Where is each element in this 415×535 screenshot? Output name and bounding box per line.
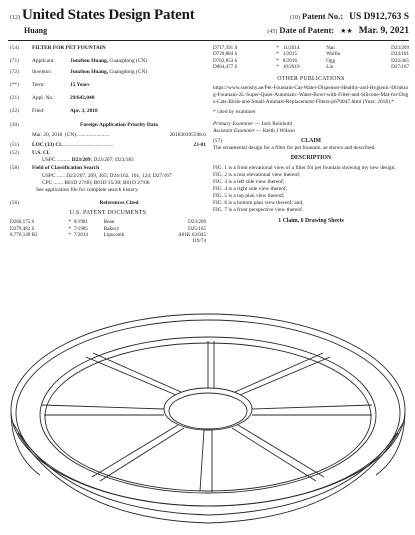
spoke-upper-left bbox=[86, 353, 181, 395]
reference-row: 8,770,148 B2 * 7/2014 Lipscomb A01K 63/045 bbox=[10, 231, 206, 238]
right-references-table bbox=[213, 45, 409, 71]
patent-number: US D912,763 S bbox=[349, 12, 409, 22]
spoke-upper-right bbox=[235, 353, 330, 395]
other-publications-heading: OTHER PUBLICATIONS bbox=[277, 75, 345, 82]
application-number: 29/643,040 bbox=[70, 95, 95, 102]
claims-count: 1 Claim, 6 Drawing Sheets bbox=[278, 218, 344, 225]
claim-text: The ornamental design for a filter for pet fountain, as shown and described. bbox=[213, 145, 376, 152]
us-docs-continued: 119/74 bbox=[192, 238, 206, 245]
cited-note: * cited by examiner bbox=[213, 109, 256, 115]
rim-bottom-edge-2 bbox=[18, 433, 398, 523]
design-title: FILTER FOR PET FOUNTAIN bbox=[32, 45, 106, 51]
reference-row: D260,175 S * 8/1981 Bean D23/209 bbox=[10, 219, 206, 226]
rim-bottom-edge bbox=[13, 423, 403, 515]
priority-heading: Foreign Application Priority Data bbox=[80, 121, 158, 128]
primary-examiner-name: — Jack Reinhold bbox=[254, 121, 293, 128]
code-45: (45) bbox=[267, 29, 278, 35]
priority-row: Mar. 20, 2018 (CN) ......................... 201830105598.6 bbox=[32, 131, 206, 138]
reference-row: D717,391 S * 11/2014 Nan D23/209 bbox=[213, 45, 409, 51]
us-references-table bbox=[10, 219, 206, 238]
reference-row: D279,482 S * 7/1985 Rakocy D25/165 bbox=[10, 225, 206, 232]
figure-descriptions bbox=[213, 165, 409, 215]
field-21: (21) Appl. No.: 29/643,040 bbox=[10, 95, 206, 102]
field-51: (51) LOC (13) Cl. ...................................... 23-01 bbox=[10, 142, 206, 149]
loc-class: 23-01 bbox=[193, 142, 206, 149]
field-22: (22) Filed: Apr. 3, 2018 bbox=[10, 108, 206, 115]
inventor-short: Huang bbox=[24, 26, 48, 35]
description-heading: DESCRIPTION bbox=[290, 155, 332, 162]
field-54: (54) FILTER FOR PET FOUNTAIN bbox=[10, 45, 206, 52]
extension-star: ★★ bbox=[340, 27, 353, 35]
applicant-location: Guangdong (CN) bbox=[109, 58, 148, 65]
term-value: 15 Years bbox=[70, 82, 90, 89]
other-publication-url[interactable]: https://www.ssenshy.ae/Pet-Fountain-Cat-Water-Dispenser-Healthy-and-Hygienic-Drinking-Fountain-2L-Super-Quiet-Automatic-Water-Bowl-with-Filter-and-Silicone-Mat-for-Dogs-Cats-Birds-and-Small-Animals-Replacement-Filters-p670047.html (Year: 2018).* bbox=[213, 84, 409, 105]
spoke-left bbox=[42, 405, 164, 415]
inventor-location: Guangdong (CN) bbox=[109, 69, 148, 76]
center-hub bbox=[164, 388, 252, 430]
patent-type-title: United States Design Patent bbox=[22, 7, 195, 23]
priority-number: 201830105598.6 bbox=[169, 131, 206, 138]
center-hub-inner bbox=[169, 393, 247, 429]
claim-heading: CLAIM bbox=[301, 138, 321, 145]
search-note: See application file for complete search history. bbox=[36, 186, 139, 193]
reference-row: D864,477 S * 10/2019 Lin D27/167 bbox=[213, 64, 409, 71]
patent-date: Mar. 9, 2021 bbox=[358, 26, 409, 36]
inventor-name: Junzhou Huang, bbox=[70, 69, 109, 76]
spoke-top bbox=[208, 341, 214, 388]
priority-country: (CN) bbox=[64, 131, 77, 138]
figure-description: FIG. 7 is a front perspective view thereof. bbox=[213, 207, 304, 214]
uspc-row: USPC .......... D23/209; D23/207; D23/365 bbox=[42, 157, 135, 164]
assistant-examiner: Assistant Examiner — Keith J Wilson bbox=[213, 128, 295, 135]
filter-drawing bbox=[0, 305, 415, 535]
figure-description: FIG. 1 is a front elevational view of a filter for pet fountain showing my new design; bbox=[213, 164, 396, 171]
spoke-lower-left bbox=[92, 425, 184, 481]
spoke-bottom bbox=[200, 430, 212, 492]
references-heading: References Cited bbox=[99, 199, 139, 206]
claim-heading-row: (57) CLAIM bbox=[213, 138, 409, 145]
header-row-2 bbox=[10, 25, 409, 36]
reference-row: D720,884 S * 1/2015 Wolfin D24/101 bbox=[213, 51, 409, 58]
figure-description: FIG. 4 is a right side view thereof; bbox=[213, 185, 288, 192]
figure-description: FIG. 6 is a bottom plan view thereof; and, bbox=[213, 200, 304, 207]
applicant-name: Junzhou Huang, bbox=[70, 58, 109, 65]
assistant-examiner-name: — Keith J Wilson bbox=[256, 128, 295, 135]
search-cpc: CPC ....... B01D 27/00; B01D 35/30; B01D 27/08 bbox=[42, 179, 150, 186]
search-uspc: USPC ...... D23/207, 209, 365; D24/162, 101, 124; D27/167 bbox=[42, 172, 172, 179]
filter-outline bbox=[11, 314, 405, 523]
filed-date: Apr. 3, 2018 bbox=[70, 108, 98, 115]
field-58: (58) Field of Classification Search bbox=[10, 165, 100, 172]
figure-description: FIG. 2 is a rear elevational view thereof; bbox=[213, 171, 301, 178]
uspc-main: D23/209 bbox=[71, 157, 91, 164]
patent-date-group bbox=[267, 25, 409, 36]
field-71: (71) Applicant: Junzhou Huang, Guangdong (CN) bbox=[10, 58, 148, 65]
field-72: (72) Inventor: Junzhou Huang, Guangdong (CN) bbox=[10, 69, 148, 76]
left-column bbox=[10, 45, 206, 245]
patent-number-label: Patent No.: bbox=[302, 11, 344, 21]
us-docs-heading: U.S. PATENT DOCUMENTS bbox=[69, 210, 147, 217]
field-52: (52) U.S. Cl. bbox=[10, 150, 50, 157]
priority-date: Mar. 20, 2018 bbox=[32, 131, 63, 138]
field-56: (56) References Cited bbox=[10, 200, 206, 207]
header-rule bbox=[8, 40, 409, 41]
figure-description: FIG. 5 is a top plan view thereof; bbox=[213, 192, 285, 199]
right-column bbox=[213, 45, 409, 225]
reference-row: D762,853 S * 8/2016 Ogg D23/365 bbox=[213, 57, 409, 64]
spoke-lower-right bbox=[232, 425, 324, 481]
patent-number-group bbox=[290, 11, 409, 22]
spoke-right bbox=[252, 405, 372, 415]
primary-examiner: Primary Examiner — Jack Reinhold bbox=[213, 121, 293, 128]
code-12: (12) bbox=[10, 15, 20, 21]
date-label: Date of Patent: bbox=[279, 25, 335, 35]
header-row-1 bbox=[10, 7, 409, 24]
field-term: (**) Term: 15 Years bbox=[10, 82, 206, 89]
figure-description: FIG. 3 is a left side view thereof; bbox=[213, 178, 285, 185]
code-10: (10) bbox=[290, 15, 300, 21]
field-30: (30) Foreign Application Priority Data bbox=[10, 122, 206, 129]
